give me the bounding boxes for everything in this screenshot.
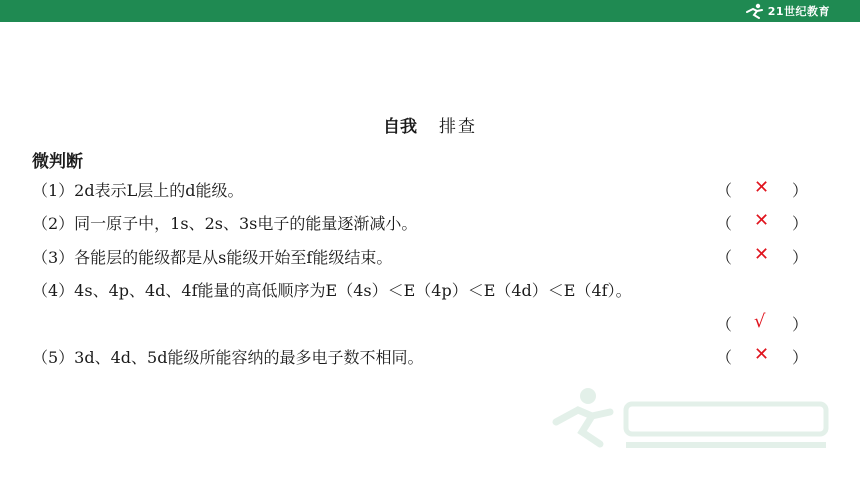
logo-text: 21世纪教育 <box>767 5 830 18</box>
answer-box-3 <box>716 245 808 267</box>
question-item-5: （5）3d、4d、5d能级所能容纳的最多电子数不相同。 <box>32 348 424 367</box>
check-icon: √ <box>754 311 766 332</box>
paren-close: ） <box>791 214 808 233</box>
answer-box-4 <box>716 312 808 334</box>
paren-close: ） <box>791 348 808 367</box>
section-label: 微判断 <box>32 152 83 172</box>
question-item-2: （2）同一原子中，1s、2s、3s电子的能量逐渐减小。 <box>32 214 418 233</box>
cross-icon: ✕ <box>754 344 770 365</box>
cross-icon: ✕ <box>754 177 770 198</box>
paren-open: （ <box>716 348 733 367</box>
question-item-4: （4）4s、4p、4d、4f能量的高低顺序为E（4s）＜E（4p）＜E（4d）＜E（4f）。 <box>32 281 632 300</box>
answer-box-5 <box>716 345 808 367</box>
paren-open: （ <box>716 248 733 267</box>
title-main: 自我 <box>383 117 417 137</box>
runner-icon <box>743 3 765 19</box>
top-banner <box>0 0 860 22</box>
page-title <box>0 112 860 137</box>
paren-close: ） <box>791 181 808 200</box>
question-item-1: （1）2d表示L层上的d能级。 <box>32 181 244 200</box>
title-sub: 排查 <box>439 117 477 137</box>
brand-logo <box>743 2 830 20</box>
paren-close: ） <box>791 315 808 334</box>
watermark-logo <box>548 382 838 462</box>
paren-close: ） <box>791 248 808 267</box>
question-item-3: （3）各能层的能级都是从s能级开始至f能级结束。 <box>32 248 393 267</box>
answer-box-1 <box>716 178 808 200</box>
cross-icon: ✕ <box>754 244 770 265</box>
paren-open: （ <box>716 315 733 334</box>
answer-box-2 <box>716 211 808 233</box>
paren-open: （ <box>716 181 733 200</box>
paren-open: （ <box>716 214 733 233</box>
cross-icon: ✕ <box>754 210 770 231</box>
